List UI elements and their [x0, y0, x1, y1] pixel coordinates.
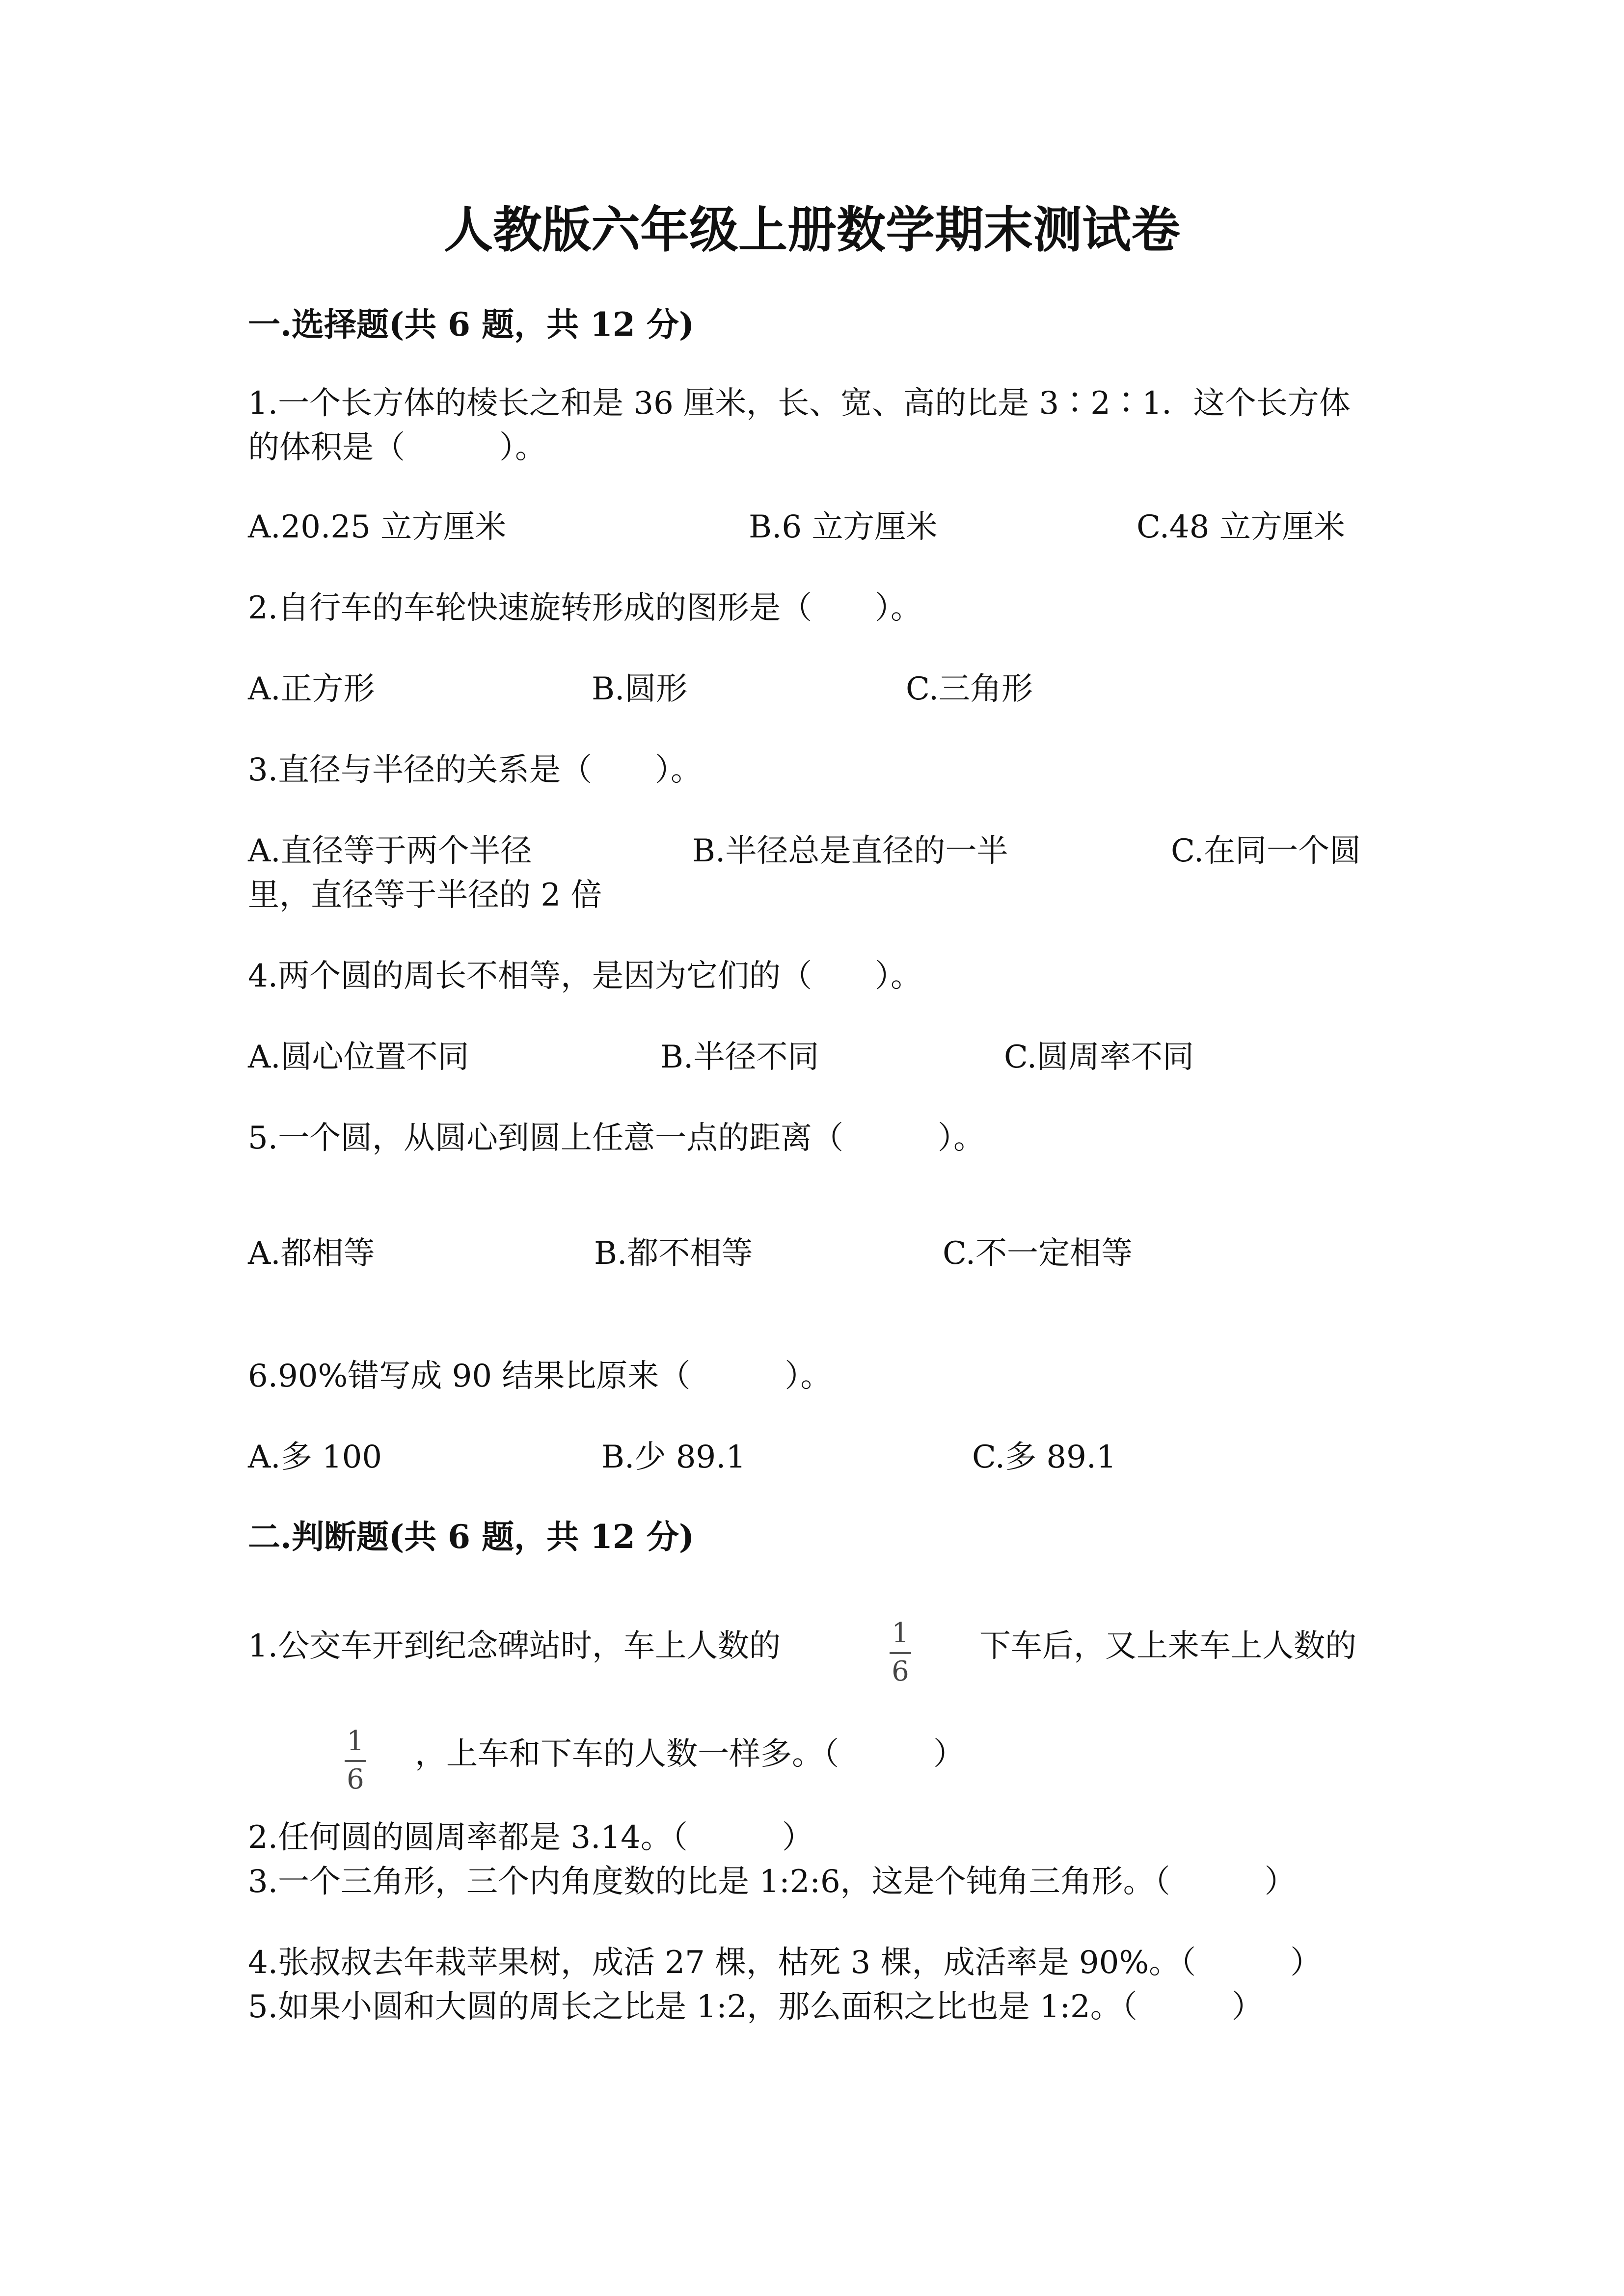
- question-6-option-a: A.多 100: [248, 1439, 382, 1475]
- question-2-option-c: C.三角形: [906, 671, 1033, 707]
- section-heading-choice: 一.选择题(共 6 题，共 12 分): [248, 305, 695, 344]
- question-6-line-1: 6.90%错写成 90 结果比原来（ ）。: [248, 1358, 832, 1394]
- question-1-line-1: 1.一个长方体的棱长之和是 36 厘米，长、宽、高的比是 3∶2∶1．这个长方体: [248, 385, 1351, 422]
- question-2-line-1: 2.自行车的车轮快速旋转形成的图形是（ ）。: [248, 590, 922, 626]
- question-3-option-a: A.直径等于两个半径: [248, 833, 532, 869]
- question-1-line-2: 的体积是（ ）。: [248, 429, 546, 466]
- judgement-1-part-1: 1.公交车开到纪念碑站时，车上人数的: [248, 1628, 781, 1664]
- question-5-line-1: 5.一个圆，从圆心到圆上任意一点的距离（ ）。: [248, 1120, 985, 1156]
- question-3-line-1: 3.直径与半径的关系是（ ）。: [248, 752, 703, 788]
- question-5-option-b: B.都不相等: [594, 1235, 753, 1272]
- fraction-one-sixth: [890, 1617, 911, 1687]
- judgement-1-part-3: ，上车和下车的人数一样多。（ ）: [415, 1736, 965, 1772]
- judgement-2: 2.任何圆的圆周率都是 3.14。（ ）: [248, 1819, 813, 1856]
- question-4-line-1: 4.两个圆的周长不相等，是因为它们的（ ）。: [248, 958, 922, 994]
- fraction-one-sixth: [345, 1725, 366, 1795]
- section-heading-true-false: 二.判断题(共 6 题，共 12 分): [248, 1518, 695, 1556]
- page-title: 人教版六年级上册数学期末测试卷: [444, 201, 1180, 259]
- question-6-option-c: C.多 89.1: [972, 1439, 1116, 1475]
- question-2-option-b: B.圆形: [592, 671, 688, 707]
- judgement-1-part-2: 下车后，又上来车上人数的: [979, 1628, 1356, 1664]
- judgement-5: 5.如果小圆和大圆的周长之比是 1:2，那么面积之比也是 1:2。（ ）: [248, 1989, 1263, 2025]
- question-6-option-b: B.少 89.1: [601, 1439, 746, 1475]
- judgement-4: 4.张叔叔去年栽苹果树，成活 27 棵，枯死 3 棵，成活率是 90%。（ ）: [248, 1945, 1322, 1981]
- question-1-option-a: A.20.25 立方厘米: [248, 509, 507, 545]
- question-4-option-c: C.圆周率不同: [1004, 1039, 1194, 1075]
- judgement-3: 3.一个三角形，三个内角度数的比是 1:2:6，这是个钝角三角形。（ ）: [248, 1864, 1296, 1900]
- question-3-option-b: B.半径总是直径的一半: [692, 833, 1008, 869]
- question-4-option-a: A.圆心位置不同: [248, 1039, 469, 1075]
- question-1-option-c: C.48 立方厘米: [1137, 509, 1345, 545]
- question-1-option-b: B.6 立方厘米: [749, 509, 938, 545]
- question-3-option-c-continued: 里，直径等于半径的 2 倍: [248, 877, 602, 913]
- fraction-denominator: 6: [892, 1655, 909, 1687]
- question-2-option-a: A.正方形: [248, 671, 375, 707]
- question-3-option-c: C.在同一个圆: [1171, 833, 1361, 869]
- fraction-numerator: 1: [892, 1617, 909, 1649]
- question-5-option-c: C.不一定相等: [943, 1235, 1133, 1272]
- fraction-numerator: 1: [347, 1725, 364, 1757]
- fraction-bar: [890, 1652, 911, 1654]
- question-5-option-a: A.都相等: [248, 1235, 375, 1272]
- question-4-option-b: B.半径不同: [660, 1039, 819, 1075]
- fraction-denominator: 6: [347, 1763, 364, 1795]
- fraction-bar: [345, 1760, 366, 1762]
